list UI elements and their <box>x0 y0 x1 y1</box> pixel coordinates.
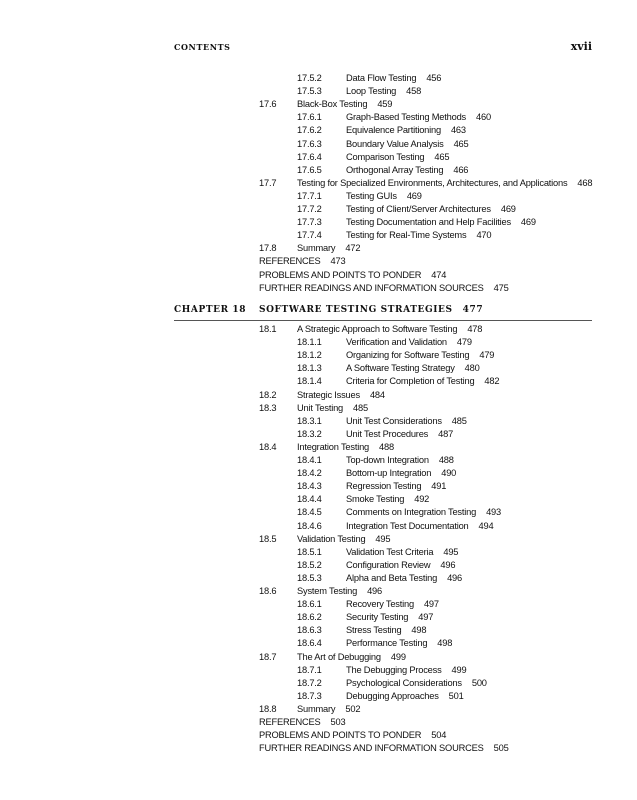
toc-entry-page: 488 <box>438 455 454 465</box>
toc-entry-title: FURTHER READINGS AND INFORMATION SOURCES <box>259 282 484 293</box>
toc-entry <box>259 742 509 754</box>
toc-entry-page: 460 <box>476 112 491 123</box>
toc-entry-title: The Debugging Process <box>346 664 442 675</box>
toc-entry-title: Integration Test Documentation <box>346 520 469 531</box>
toc-entry-number: 18.7.1 <box>297 664 322 675</box>
toc-entry-title: Strategic Issues <box>297 389 360 400</box>
toc-entry-title: Smoke Testing <box>346 494 405 505</box>
toc-entry-page: 470 <box>476 230 492 241</box>
toc-entry <box>259 716 345 728</box>
toc-entry-title: The Art of Debugging <box>297 651 381 662</box>
toc-entry-number: 18.6.1 <box>297 599 322 610</box>
toc-entry <box>259 703 360 715</box>
toc-entry <box>297 677 487 689</box>
toc-entry <box>259 402 368 414</box>
toc-entry-number: 17.7 <box>259 177 277 188</box>
toc-entry-title: A Strategic Approach to Software Testing <box>297 324 458 334</box>
toc-entry <box>297 611 433 623</box>
toc-entry-number: 18.5.2 <box>297 559 322 570</box>
toc-entry-number: 17.6.3 <box>297 138 322 149</box>
toc-entry-page: 491 <box>431 481 447 492</box>
toc-entry-page: 484 <box>369 389 385 400</box>
toc-entry-title: Unit Test Procedures <box>346 428 429 439</box>
toc-entry <box>259 389 385 401</box>
toc-entry-page: 495 <box>443 546 459 557</box>
toc-entry <box>259 729 446 741</box>
toc-entry-number: 17.7.1 <box>297 190 322 201</box>
toc-entry-title: Loop Testing <box>346 86 397 97</box>
toc-entry <box>297 454 454 466</box>
toc-entry-title: REFERENCES <box>259 717 321 727</box>
toc-entry <box>259 441 394 453</box>
running-header <box>0 42 637 56</box>
toc-entry-page: 463 <box>450 125 466 136</box>
toc-entry <box>297 598 439 610</box>
toc-entry <box>297 190 422 202</box>
toc-entry-title: Data Flow Testing <box>346 73 417 83</box>
toc-entry-title: PROBLEMS AND POINTS TO PONDER <box>259 730 422 741</box>
toc-entry-number: 18.4.4 <box>297 494 322 505</box>
toc-entry <box>259 242 360 254</box>
chapter-title-group <box>259 305 483 315</box>
toc-entry-title: Recovery Testing <box>346 599 414 610</box>
toc-entry <box>297 467 456 479</box>
toc-entry-page: 473 <box>330 256 346 267</box>
toc-entry <box>259 177 592 189</box>
toc-entry <box>297 124 466 136</box>
toc-entry-page: 468 <box>577 177 593 188</box>
toc-entry-number: 18.4.3 <box>297 481 322 492</box>
toc-entry <box>297 349 494 361</box>
toc-entry-title: Security Testing <box>346 612 409 623</box>
toc-entry-page: 496 <box>447 572 462 583</box>
toc-entry-page: 487 <box>438 428 454 439</box>
toc-entry <box>297 336 472 348</box>
chapter-rule <box>174 320 592 321</box>
toc-entry-number: 17.8 <box>259 243 277 254</box>
toc-entry-page: 458 <box>406 86 422 97</box>
toc-entry-number: 17.7.4 <box>297 230 322 241</box>
toc-entry <box>259 585 382 597</box>
toc-entry-number: 18.1.3 <box>297 363 322 374</box>
toc-entry-page: 478 <box>467 324 483 334</box>
toc-entry-page: 485 <box>451 415 467 426</box>
toc-entry <box>297 72 441 84</box>
toc-entry-number: 18.4.2 <box>297 468 322 479</box>
toc-entry-title: Black-Box Testing <box>297 99 368 110</box>
toc-entry-page: 496 <box>367 586 382 596</box>
toc-entry-title: Criteria for Completion of Testing <box>346 376 475 387</box>
toc-entry-title: Graph-Based Testing Methods <box>346 112 467 123</box>
toc-entry <box>297 690 464 702</box>
toc-entry-page: 500 <box>471 677 487 688</box>
toc-entry-title: REFERENCES <box>259 256 321 267</box>
toc-entry-number: 18.1.4 <box>297 376 322 387</box>
toc-entry-number: 17.5.2 <box>297 73 322 83</box>
toc-entry-number: 17.6 <box>259 99 277 110</box>
toc-entry <box>297 229 491 241</box>
toc-entry-title: Top-down Integration <box>346 455 429 465</box>
toc-entry <box>259 269 446 281</box>
toc-entry-number: 17.7.3 <box>297 217 322 228</box>
toc-entry <box>297 164 468 176</box>
toc-entry-number: 18.3.1 <box>297 415 322 426</box>
toc-entry-page: 485 <box>353 402 368 413</box>
toc-entry-title: Configuration Review <box>346 559 431 570</box>
toc-entry-number: 18.4.1 <box>297 455 322 465</box>
toc-entry-number: 18.7.2 <box>297 677 322 688</box>
toc-entry <box>297 428 453 440</box>
toc-entry-page: 469 <box>500 204 516 214</box>
toc-entry <box>259 98 392 110</box>
toc-entry <box>297 559 455 571</box>
toc-entry-title: Integration Testing <box>297 441 370 452</box>
toc-entry-title: Regression Testing <box>346 481 422 492</box>
toc-entry-title: Bottom-up Integration <box>346 468 432 479</box>
toc-entry <box>297 362 480 374</box>
toc-entry <box>297 624 426 636</box>
toc-entry <box>297 375 499 387</box>
chapter-heading <box>174 305 592 319</box>
toc-entry-page: 459 <box>377 99 393 110</box>
toc-entry-title: Unit Test Considerations <box>346 415 442 426</box>
toc-entry-page: 497 <box>423 599 439 610</box>
toc-entry-page: 479 <box>456 337 472 348</box>
toc-entry-page: 502 <box>345 703 361 714</box>
toc-entry-number: 18.1 <box>259 324 277 334</box>
toc-entry-number: 18.5.3 <box>297 572 322 583</box>
toc-entry-title: Testing Documentation and Help Facilities <box>346 217 511 228</box>
running-header-title: CONTENTS <box>174 42 231 52</box>
toc-entry <box>259 255 345 267</box>
toc-entry-number: 18.5.1 <box>297 546 322 557</box>
toc-entry-title: Comments on Integration Testing <box>346 507 477 518</box>
toc-entry-number: 17.5.3 <box>297 86 322 97</box>
toc-entry-page: 495 <box>375 533 391 544</box>
page-number: xvii <box>570 40 592 53</box>
toc-entry-page: 497 <box>418 612 434 623</box>
toc-entry-number: 17.6.4 <box>297 151 322 162</box>
toc-entry-title: Summary <box>297 243 336 254</box>
chapter-page: 477 <box>462 305 484 315</box>
toc-entry-title: Debugging Approaches <box>346 690 439 701</box>
toc-entry-page: 499 <box>390 651 406 662</box>
toc-entry-title: A Software Testing Strategy <box>346 363 455 374</box>
toc-entry-title: PROBLEMS AND POINTS TO PONDER <box>259 269 422 280</box>
toc-entry-number: 18.1.1 <box>297 337 322 348</box>
toc-entry-number: 17.6.1 <box>297 112 322 123</box>
toc-entry <box>297 493 429 505</box>
toc-entry <box>259 323 482 335</box>
toc-entry <box>297 151 449 163</box>
toc-entry <box>259 533 390 545</box>
toc-entry-title: Testing for Real-Time Systems <box>346 230 467 241</box>
toc-entry-title: Boundary Value Analysis <box>346 138 444 149</box>
toc-entry-title: Summary <box>297 703 336 714</box>
toc-entry-title: Organizing for Software Testing <box>346 350 470 361</box>
toc-entry-title: Validation Testing <box>297 533 366 544</box>
toc-entry <box>297 520 493 532</box>
toc-entry-number: 18.2 <box>259 389 277 400</box>
toc-entry <box>259 651 406 663</box>
toc-entry-page: 503 <box>330 717 346 727</box>
toc-entry-title: Unit Testing <box>297 402 344 413</box>
toc-entry-page: 499 <box>451 664 467 675</box>
toc-entry-page: 496 <box>440 559 456 570</box>
toc-entry-page: 492 <box>414 494 430 505</box>
toc-entry-page: 493 <box>486 507 501 518</box>
toc-entry-number: 18.4 <box>259 441 277 452</box>
toc-entry <box>297 572 462 584</box>
toc-entry-number: 18.7 <box>259 651 277 662</box>
toc-entry-title: System Testing <box>297 586 358 596</box>
toc-entry-page: 498 <box>437 638 453 649</box>
toc-entry-title: Equivalence Partitioning <box>346 125 441 136</box>
toc-entry-title: Verification and Validation <box>346 337 447 348</box>
toc-entry <box>297 138 468 150</box>
toc-entry-page: 465 <box>453 138 469 149</box>
toc-entry-number: 18.6 <box>259 586 277 596</box>
toc-entry-title: Alpha and Beta Testing <box>346 572 438 583</box>
toc-entry <box>297 506 501 518</box>
toc-entry-page: 469 <box>520 217 536 228</box>
toc-entry-number: 17.6.2 <box>297 125 322 136</box>
toc-entry-title: Testing for Specialized Environments, Architectures, and Applications <box>297 177 568 188</box>
toc-entry <box>297 203 516 215</box>
toc-entry-title: Orthogonal Array Testing <box>346 164 444 175</box>
toc-entry-title: Testing of Client/Server Architectures <box>346 204 491 214</box>
toc-entry-page: 501 <box>448 690 464 701</box>
chapter-label: CHAPTER 18 <box>174 305 247 315</box>
toc-entry-number: 18.4.6 <box>297 520 322 531</box>
toc-entry-title: FURTHER READINGS AND INFORMATION SOURCES <box>259 743 484 754</box>
toc-entry <box>259 282 509 294</box>
toc-entry-number: 18.6.4 <box>297 638 322 649</box>
toc-entry-page: 475 <box>493 282 509 293</box>
toc-entry-page: 490 <box>441 468 457 479</box>
toc-entry-title: Performance Testing <box>346 638 428 649</box>
toc-entry-page: 482 <box>484 376 500 387</box>
toc-entry-title: Stress Testing <box>346 625 402 636</box>
toc-entry <box>297 546 458 558</box>
toc-entry-number: 18.1.2 <box>297 350 322 361</box>
toc-entry-number: 18.3.2 <box>297 428 322 439</box>
toc-entry-page: 474 <box>431 269 447 280</box>
toc-entry-page: 480 <box>464 363 480 374</box>
toc-entry-title: Testing GUIs <box>346 190 397 201</box>
toc-entry-page: 498 <box>411 625 427 636</box>
toc-entry-page: 505 <box>493 743 509 754</box>
toc-entry <box>297 664 466 676</box>
toc-entry-page: 494 <box>478 520 494 531</box>
toc-entry-number: 18.3 <box>259 402 277 413</box>
toc-entry-number: 18.6.3 <box>297 625 322 636</box>
toc-entry <box>297 111 491 123</box>
toc-entry <box>297 216 536 228</box>
toc-entry-page: 469 <box>406 190 422 201</box>
toc-entry <box>297 480 446 492</box>
toc-entry-number: 18.4.5 <box>297 507 322 518</box>
toc-entry <box>297 85 421 97</box>
toc-entry-page: 479 <box>479 350 495 361</box>
toc-entry-title: Comparison Testing <box>346 151 425 162</box>
toc-entry <box>297 637 452 649</box>
toc-entry <box>297 415 467 427</box>
toc-entry-page: 504 <box>431 730 447 741</box>
toc-entry-number: 17.6.5 <box>297 164 322 175</box>
toc-entry-number: 18.7.3 <box>297 690 322 701</box>
toc-entry-number: 18.6.2 <box>297 612 322 623</box>
toc-entry-number: 17.7.2 <box>297 204 322 214</box>
toc-entry-page: 466 <box>453 164 469 175</box>
toc-entry-title: Psychological Considerations <box>346 677 462 688</box>
toc-entry-page: 465 <box>434 151 450 162</box>
toc-entry-number: 18.5 <box>259 533 277 544</box>
toc-entry-title: Validation Test Criteria <box>346 546 434 557</box>
toc-entry-number: 18.8 <box>259 703 277 714</box>
toc-entry-page: 456 <box>426 73 442 83</box>
chapter-title: SOFTWARE TESTING STRATEGIES <box>259 305 453 315</box>
toc-entry-page: 488 <box>379 441 394 452</box>
toc-entry-page: 472 <box>345 243 361 254</box>
